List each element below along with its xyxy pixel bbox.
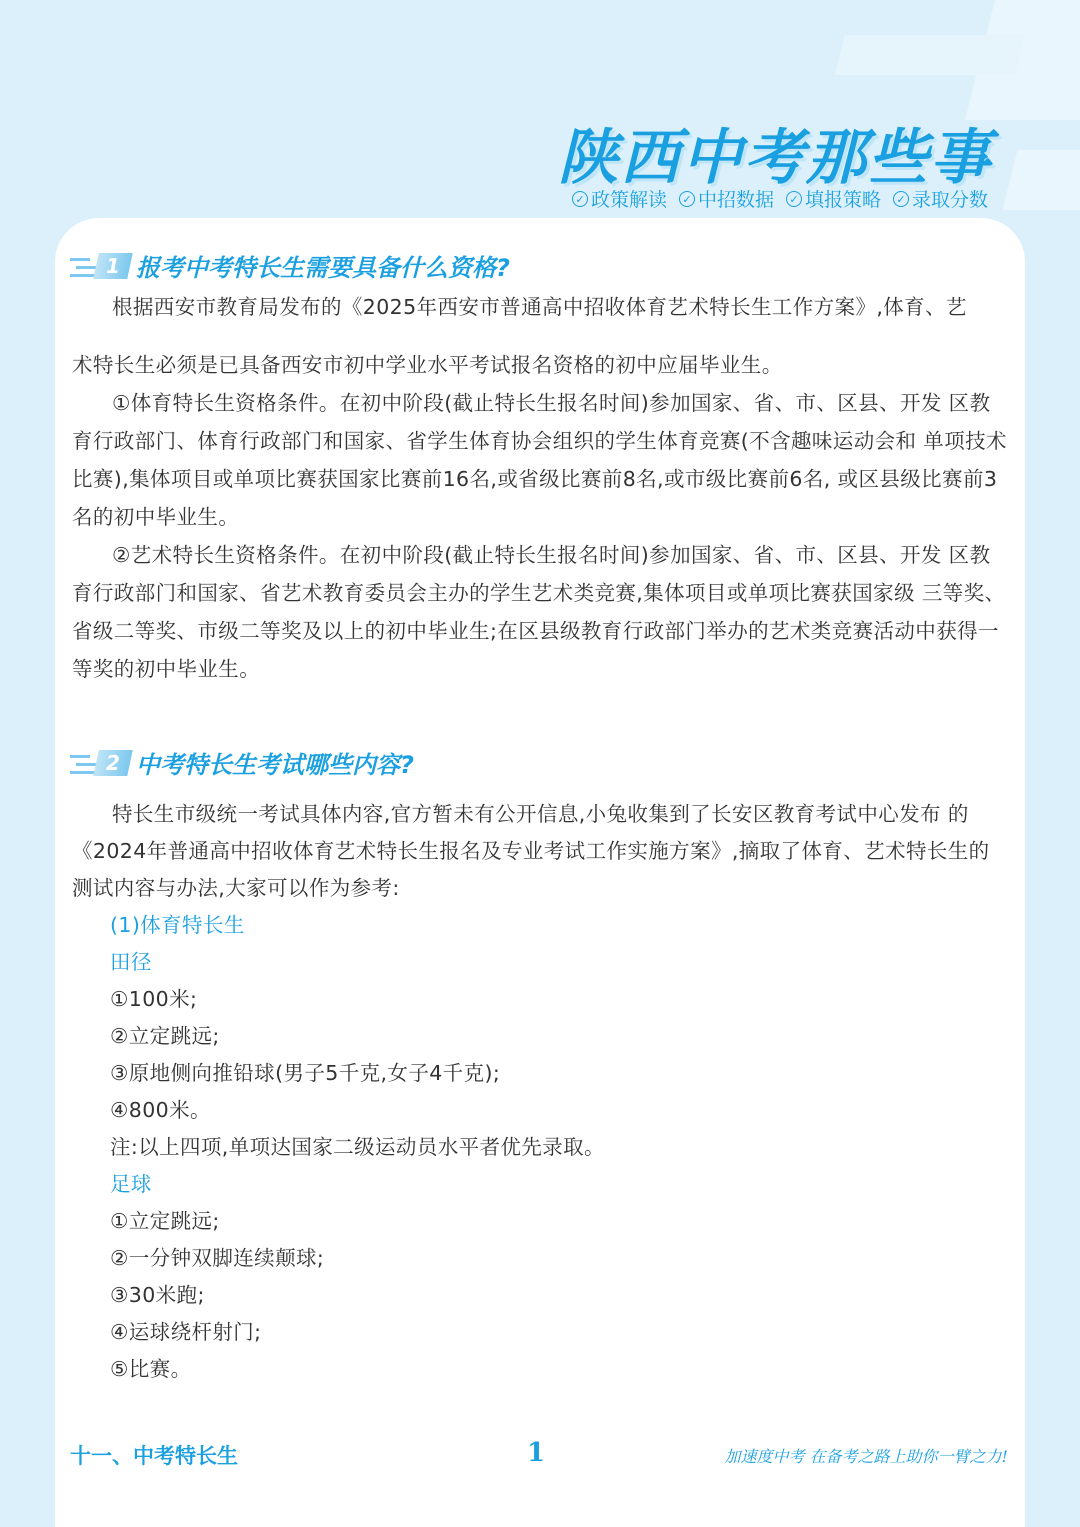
section-number-badge — [70, 750, 132, 776]
section-title: 中考特长生考试哪些内容? — [136, 751, 414, 779]
paragraph-sports-qualification: ①体育特长生资格条件。在初中阶段(截止特长生报名时间)参加国家、省、市、区县、开发 区教育行政部门、体育行政部门和国家、省学生体育协会组织的学生体育竞赛(不含趣味运动会和 单项技术比赛),集体项目或单项比赛获国家比赛前16名,或省级比赛前8名,或市级比赛前6名, 或区县级比赛前3名的初中毕业生。 — [72, 391, 1007, 529]
footer-slogan: 加速度中考 在备考之路上助你一臂之力! — [724, 1447, 1008, 1466]
tag-data — [679, 185, 774, 212]
tag-label: 录取分数 — [911, 189, 988, 211]
section-title: 报考中考特长生需要具备什么资格? — [136, 254, 510, 282]
heading-football: 足球 — [110, 1172, 152, 1196]
section-1-body — [72, 288, 1010, 688]
background-stripe — [1003, 150, 1080, 210]
paragraph-arts-qualification: ②艺术特长生资格条件。在初中阶段(截止特长生报名时间)参加国家、省、市、区县、开发 区教育行政部门和国家、省艺术教育委员会主办的学生艺术类竞赛,集体项目或单项比赛获国家级 三等奖、省级二等奖、市级二等奖及以上的初中毕业生;在区县级教育行政部门举办的艺术类竞赛活动中获得一等奖的初中毕业生。 — [72, 543, 1006, 681]
section-2-body — [72, 796, 1010, 1388]
tag-label: 政策解读 — [590, 189, 667, 211]
background-stripe — [835, 35, 1025, 75]
list-item: ①立定跳远; — [110, 1209, 220, 1233]
paragraph: 根据西安市教育局发布的《2025年西安市普通高中招收体育艺术特长生工作方案》,体育、艺 — [112, 295, 967, 319]
list-item: ③原地侧向推铅球(男子5千克,女子4千克); — [110, 1061, 501, 1085]
heading-track: 田径 — [110, 950, 152, 974]
section-number: 2 — [106, 750, 120, 775]
list-item: ④800米。 — [110, 1098, 211, 1122]
list-item: ③30米跑; — [110, 1283, 205, 1307]
brand-title: 陕西中考那些事 — [558, 123, 992, 193]
tag-label: 中招数据 — [697, 189, 774, 211]
list-item: ①100米; — [110, 987, 198, 1011]
list-item: ⑤比赛。 — [110, 1357, 192, 1381]
list-item: ④运球绕杆射门; — [110, 1320, 262, 1344]
check-circle-icon: ✓ — [679, 191, 695, 207]
section-1-heading — [70, 248, 510, 283]
page-number: 1 — [527, 1438, 546, 1468]
list-item: ②立定跳远; — [110, 1024, 220, 1048]
tag-scores — [893, 185, 988, 212]
list-item: ②一分钟双脚连续颠球; — [110, 1246, 325, 1270]
tag-label: 填报策略 — [804, 189, 881, 211]
tag-policy — [572, 185, 667, 212]
tag-strategy — [786, 185, 881, 212]
check-circle-icon: ✓ — [572, 191, 588, 207]
background-stripe — [965, 0, 1080, 120]
section-number-badge — [70, 253, 132, 279]
section-number: 1 — [106, 253, 120, 278]
paragraph: 特长生市级统一考试具体内容,官方暂未有公开信息,小兔收集到了长安区教育考试中心发布 的《2024年普通高中招收体育艺术特长生报名及专业考试工作实施方案》,摘取了体育、艺术特长生的测试内容与办法,大家可以作为参考: — [72, 802, 990, 900]
check-circle-icon: ✓ — [893, 191, 909, 207]
paragraph: 术特长生必须是已具备西安市初中学业水平考试报名资格的初中应届毕业生。 — [72, 353, 783, 377]
section-2-heading — [70, 745, 414, 780]
footer-chapter: 十一、中考特长生 — [70, 1443, 238, 1468]
check-circle-icon: ✓ — [786, 191, 802, 207]
tag-list — [572, 185, 988, 212]
sub-heading-sports: (1)体育特长生 — [110, 913, 245, 937]
note: 注:以上四项,单项达国家二级运动员水平者优先录取。 — [110, 1135, 605, 1159]
